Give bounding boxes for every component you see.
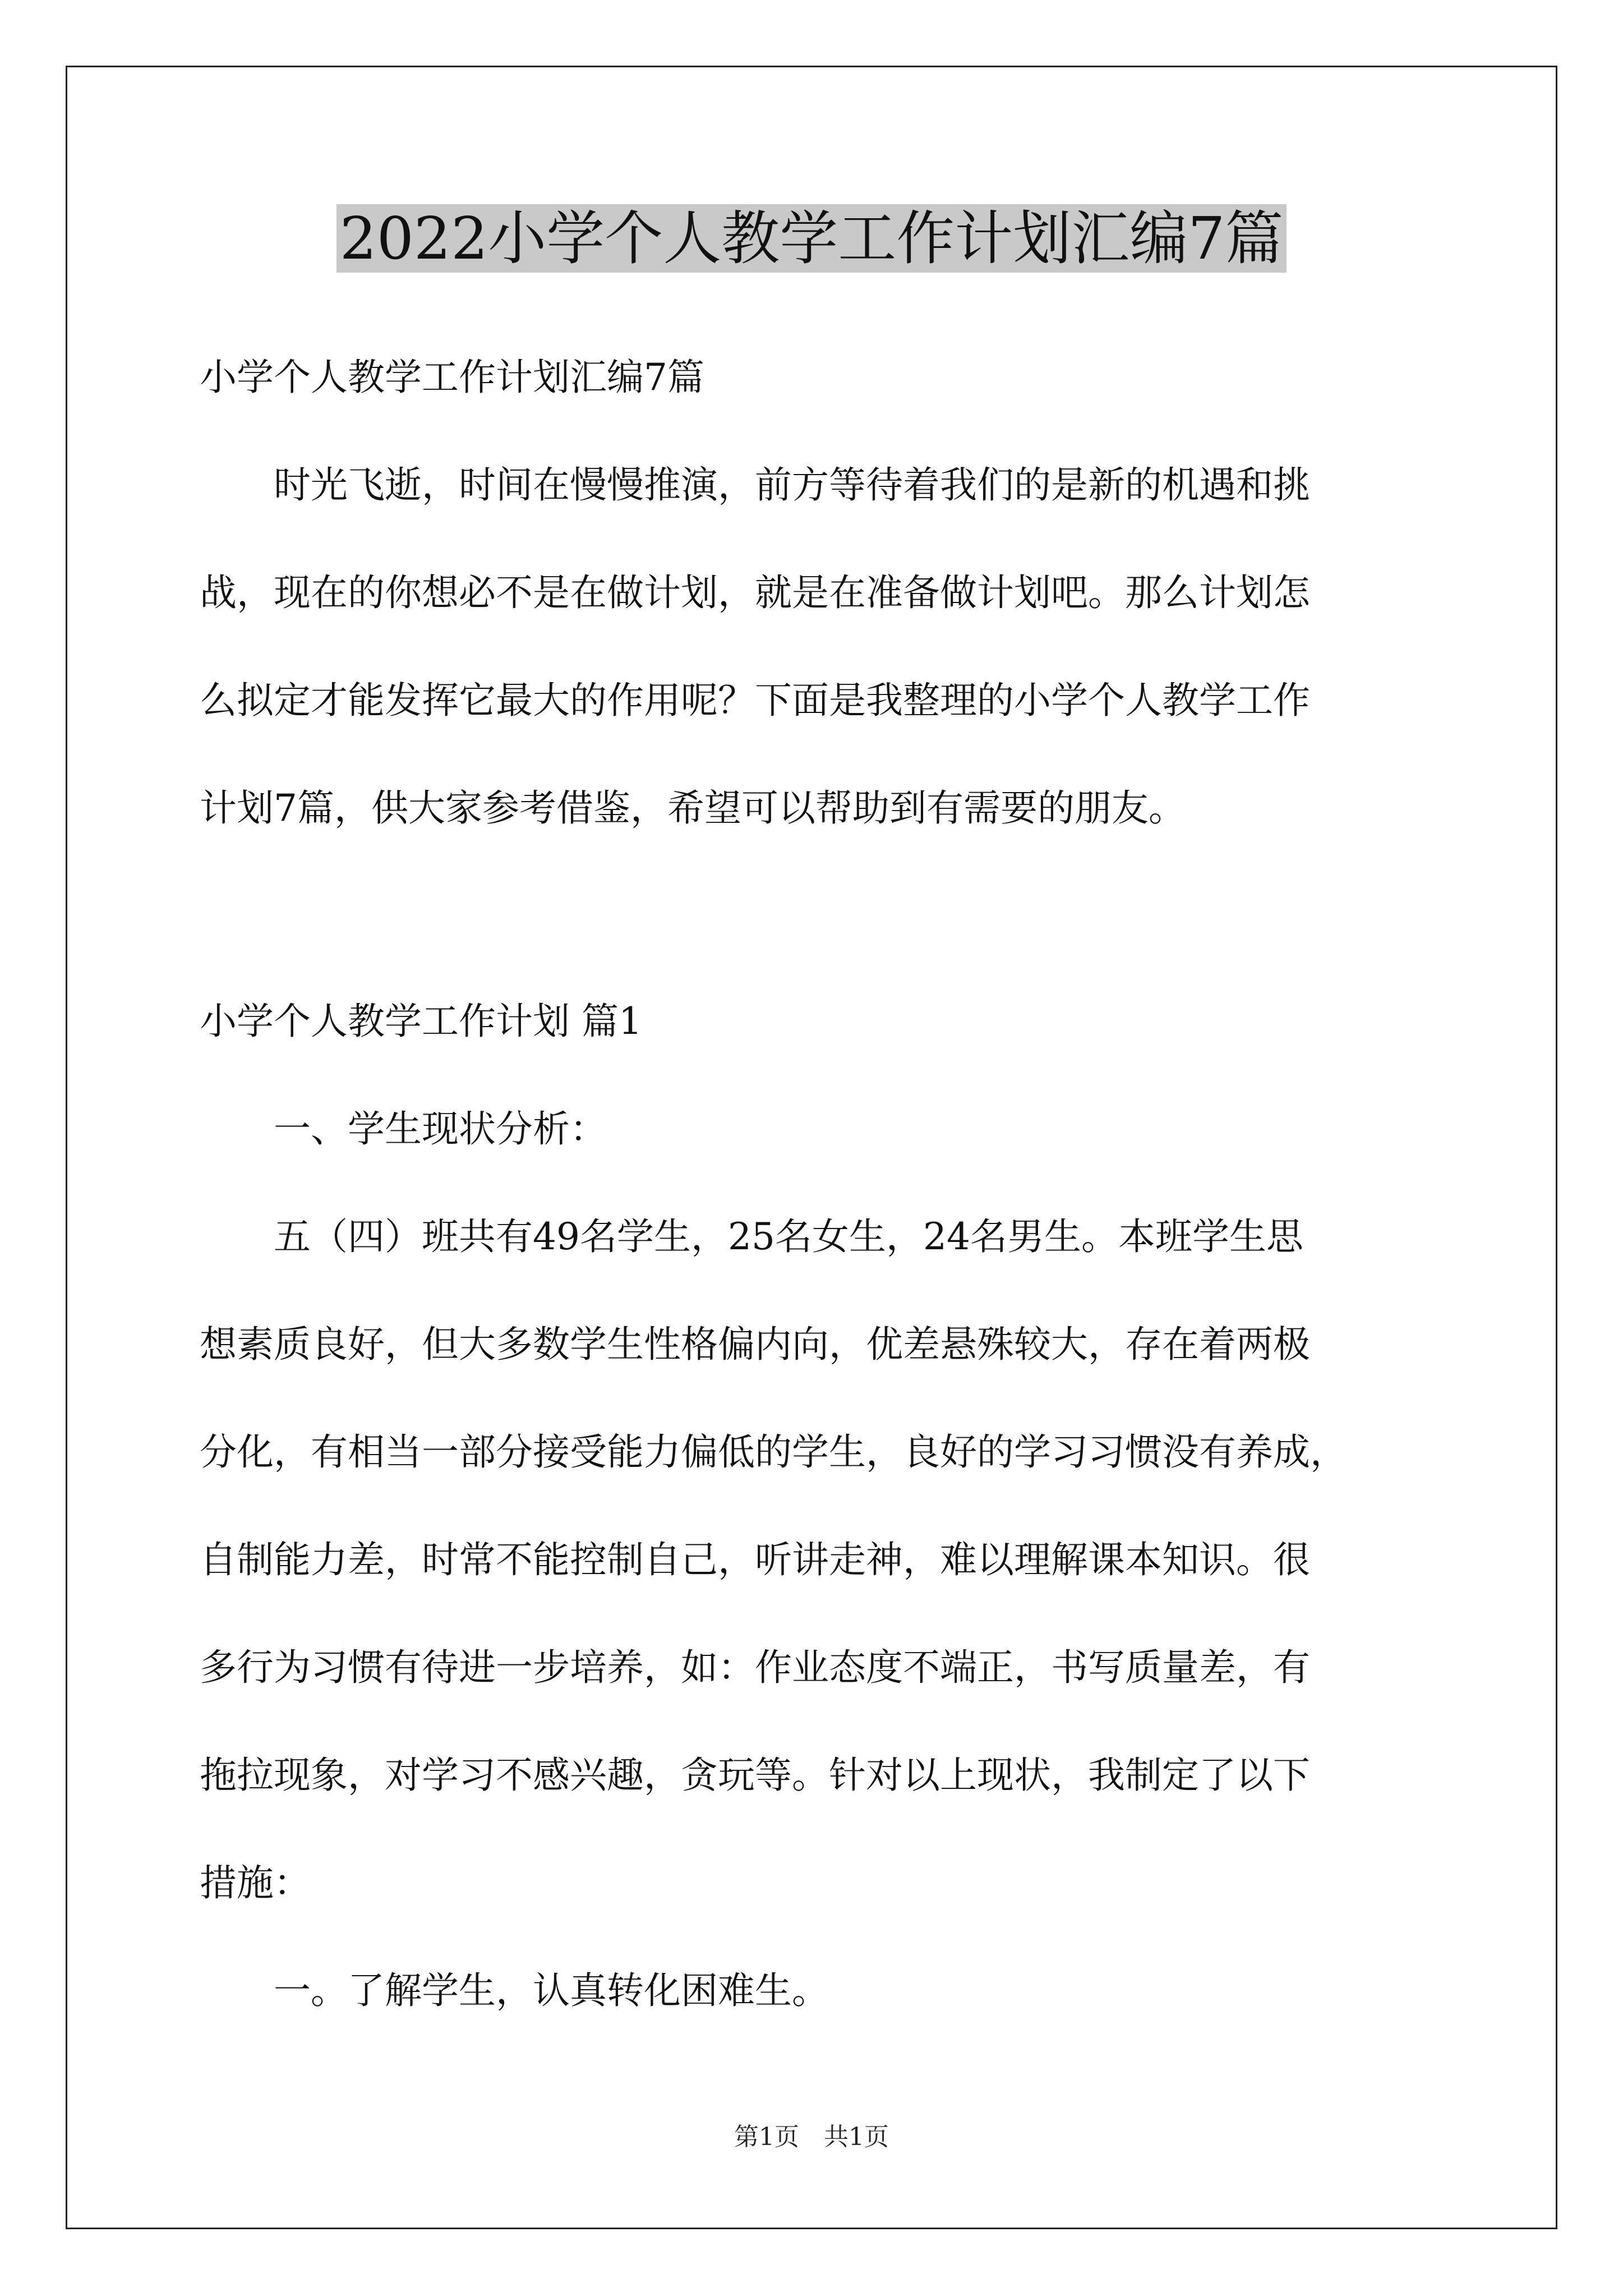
body-line: 时光飞逝，时间在慢慢推演，前方等待着我们的是新的机遇和挑 xyxy=(200,463,1310,507)
document-title-text: 2022小学个人教学工作计划汇编7篇 xyxy=(336,204,1287,273)
body-line: 多行为习惯有待进一步培养，如：作业态度不端正，书写质量差，有 xyxy=(200,1646,1310,1689)
section-heading: 小学个人教学工作计划 篇1 xyxy=(200,1000,642,1043)
body-line: 么拟定才能发挥它最大的作用呢？下面是我整理的小学个人教学工作 xyxy=(200,679,1310,722)
page-footer: 第1页 共1页 xyxy=(734,2123,889,2151)
body-line: 一、学生现状分析： xyxy=(200,1107,607,1151)
body-line: 拖拉现象，对学习不感兴趣，贪玩等。针对以上现状，我制定了以下 xyxy=(200,1754,1310,1797)
body-line: 计划7篇，供大家参考借鉴，希望可以帮助到有需要的朋友。 xyxy=(200,786,1186,830)
body-line: 想素质良好，但大多数学生性格偏内向，优差悬殊较大，存在着两极 xyxy=(200,1323,1310,1366)
body-line: 五（四）班共有49名学生，25名女生，24名男生。本班学生思 xyxy=(200,1215,1303,1258)
document-title xyxy=(0,199,1623,278)
body-line: 自制能力差，时常不能控制自己，听讲走神，难以理解课本知识。很 xyxy=(200,1538,1310,1581)
body-line: 措施： xyxy=(200,1861,311,1904)
body-line: 分化，有相当一部分接受能力偏低的学生，良好的学习习惯没有养成， xyxy=(200,1430,1347,1474)
subtitle-line: 小学个人教学工作计划汇编7篇 xyxy=(200,356,704,399)
body-line: 一。了解学生，认真转化困难生。 xyxy=(200,1969,829,2012)
body-line: 战，现在的你想必不是在做计划，就是在准备做计划吧。那么计划怎 xyxy=(200,571,1310,614)
